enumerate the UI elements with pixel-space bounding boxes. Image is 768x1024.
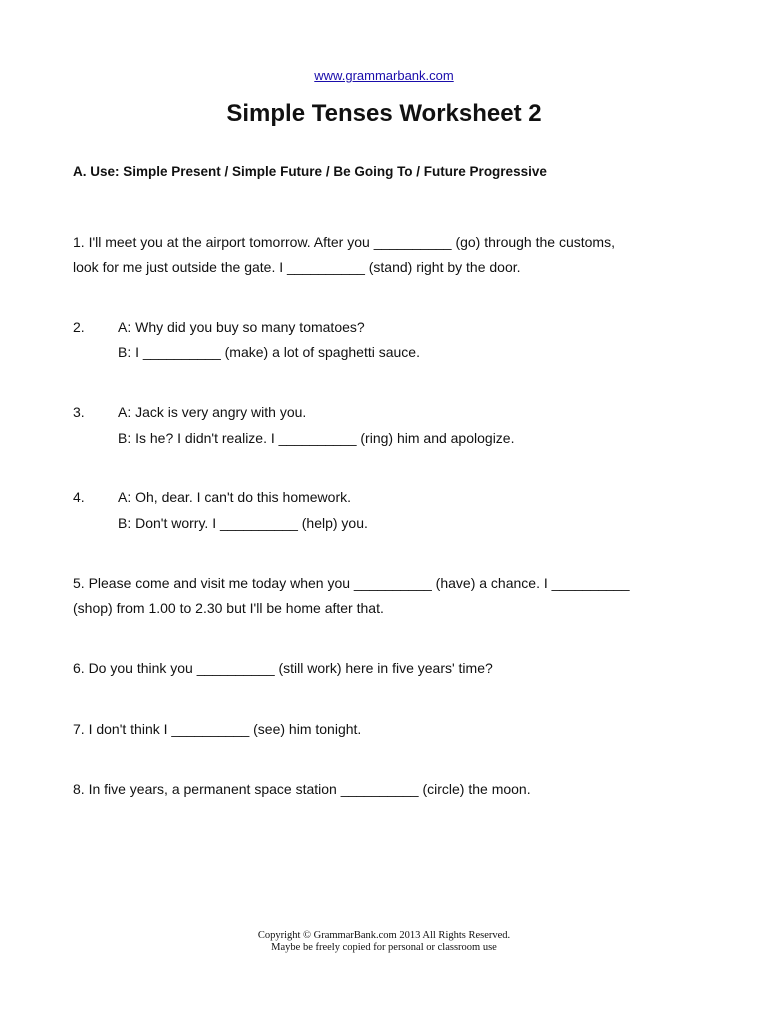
question-2-line-2: B: I __________ (make) a lot of spaghetti sauce. bbox=[118, 344, 420, 360]
question-3-line-1: A: Jack is very angry with you. bbox=[118, 404, 307, 420]
question-5-line-2: (shop) from 1.00 to 2.30 but I'll be home after that. bbox=[73, 600, 384, 616]
footer-usage: Maybe be freely copied for personal or classroom use bbox=[271, 942, 497, 953]
page-title: Simple Tenses Worksheet 2 bbox=[226, 100, 542, 127]
question-2-number: 2. bbox=[73, 319, 85, 335]
footer bbox=[0, 930, 768, 954]
question-2-line-1: A: Why did you buy so many tomatoes? bbox=[118, 319, 365, 335]
footer-copyright: Copyright © GrammarBank.com 2013 All Rights Reserved. bbox=[257, 930, 511, 941]
question-3-number: 3. bbox=[73, 404, 85, 420]
question-4-line-2: B: Don't worry. I __________ (help) you. bbox=[118, 515, 368, 531]
question-4-number: 4. bbox=[73, 489, 85, 505]
question-5-line-1: 5. Please come and visit me today when you __________ (have) a chance. I __________ bbox=[73, 575, 630, 591]
question-1-line-1: 1. I'll meet you at the airport tomorrow. After you __________ (go) through the customs, bbox=[73, 234, 615, 250]
question-3-line-2: B: Is he? I didn't realize. I __________ (ring) him and apologize. bbox=[118, 430, 515, 446]
section-a-instructions: A. Use: Simple Present / Simple Future / Be Going To / Future Progressive bbox=[73, 164, 547, 179]
question-4-line-1: A: Oh, dear. I can't do this homework. bbox=[118, 489, 352, 505]
question-8-line-1: 8. In five years, a permanent space station __________ (circle) the moon. bbox=[73, 781, 531, 797]
site-link[interactable]: www.grammarbank.com bbox=[314, 68, 454, 83]
question-1-line-2: look for me just outside the gate. I __________ (stand) right by the door. bbox=[73, 259, 521, 275]
question-7-line-1: 7. I don't think I __________ (see) him tonight. bbox=[73, 721, 362, 737]
question-6-line-1: 6. Do you think you __________ (still work) here in five years' time? bbox=[73, 660, 493, 676]
